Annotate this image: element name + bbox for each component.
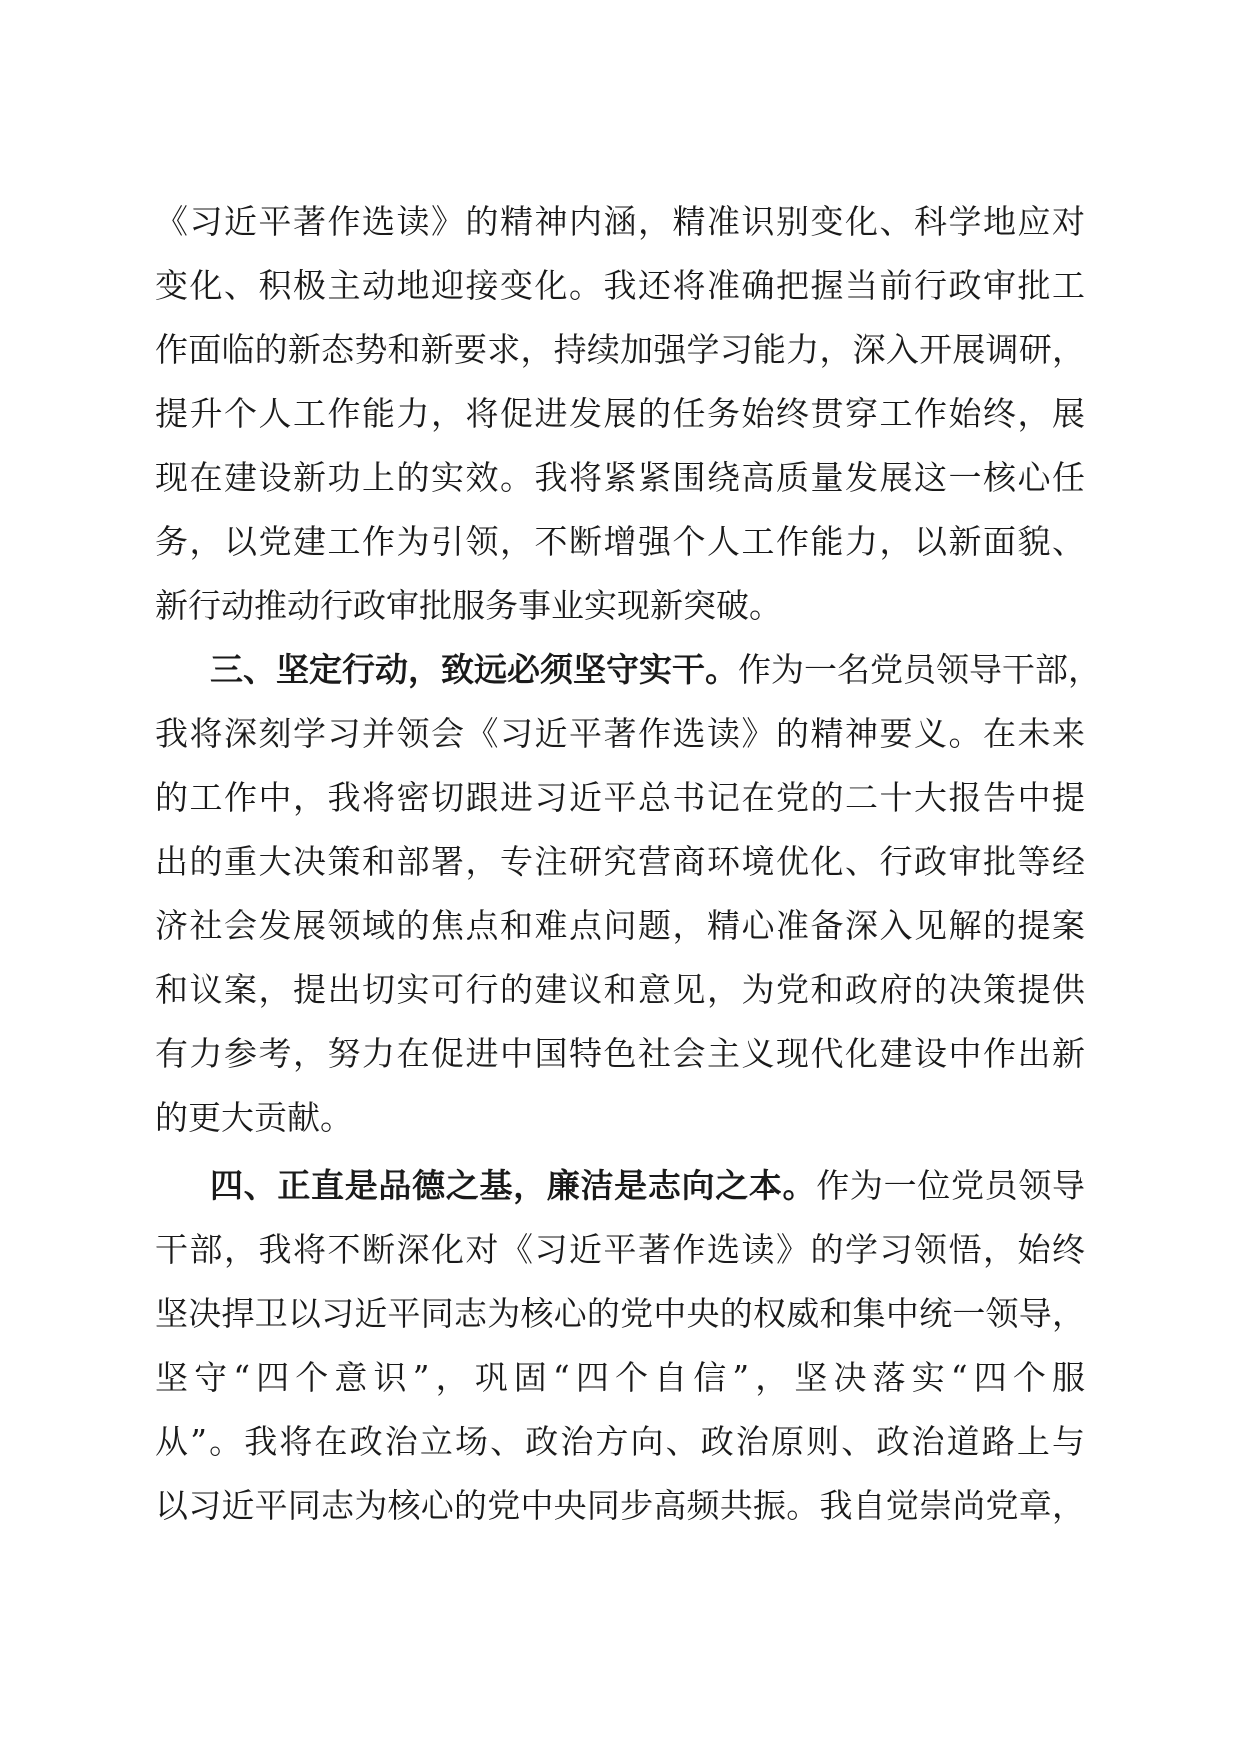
text-line	[155, 1154, 1085, 1218]
text-line: 坚守“四个意识”，巩固“四个自信”，坚决落实“四个服	[155, 1358, 1085, 1397]
text-line: 《习近平著作选读》的精神内涵，精准识别变化、科学地应对	[155, 202, 1085, 241]
text-line: 有力参考，努力在促进中国特色社会主义现代化建设中作出新	[155, 1034, 1085, 1073]
text-line: 的更大贡献。	[155, 1098, 353, 1137]
text-line: 现在建设新功上的实效。我将紧紧围绕高质量发展这一核心任	[155, 458, 1085, 497]
text-run: 作为一位党员领导	[816, 1166, 1086, 1205]
text-line	[155, 638, 1101, 702]
text-line: 作面临的新态势和新要求，持续加强学习能力，深入开展调研，	[155, 330, 1085, 369]
text-line: 以习近平同志为核心的党中央同步高频共振。我自觉崇尚党章，	[155, 1486, 1085, 1525]
text-line: 务，以党建工作为引领，不断增强个人工作能力，以新面貌、	[155, 522, 1085, 561]
text-line: 我将深刻学习并领会《习近平著作选读》的精神要义。在未来	[155, 714, 1085, 753]
text-run: 作为一名党员领导干部，	[738, 650, 1101, 689]
text-line: 变化、积极主动地迎接变化。我还将准确把握当前行政审批工	[155, 266, 1085, 305]
text-line: 坚决捍卫以习近平同志为核心的党中央的权威和集中统一领导，	[155, 1294, 1085, 1333]
paragraph-1	[155, 190, 1085, 638]
section-heading-4: 四、正直是品德之基，廉洁是志向之本。	[210, 1166, 817, 1205]
document-body	[155, 190, 1101, 1538]
text-line: 新行动推动行政审批服务事业实现新突破。	[155, 586, 782, 625]
text-line: 出的重大决策和部署，专注研究营商环境优化、行政审批等经	[155, 842, 1085, 881]
text-line: 提升个人工作能力，将促进发展的任务始终贯穿工作始终，展	[155, 394, 1085, 433]
paragraph-2	[155, 638, 1101, 1150]
text-line: 干部，我将不断深化对《习近平著作选读》的学习领悟，始终	[155, 1230, 1085, 1269]
paragraph-3	[155, 1154, 1085, 1538]
text-line: 的工作中，我将密切跟进习近平总书记在党的二十大报告中提	[155, 778, 1085, 817]
text-line: 和议案，提出切实可行的建议和意见，为党和政府的决策提供	[155, 970, 1085, 1009]
section-heading-3: 三、坚定行动，致远必须坚守实干。	[210, 650, 738, 689]
text-line: 济社会发展领域的焦点和难点问题，精心准备深入见解的提案	[155, 906, 1085, 945]
text-line: 从”。我将在政治立场、政治方向、政治原则、政治道路上与	[155, 1422, 1085, 1461]
